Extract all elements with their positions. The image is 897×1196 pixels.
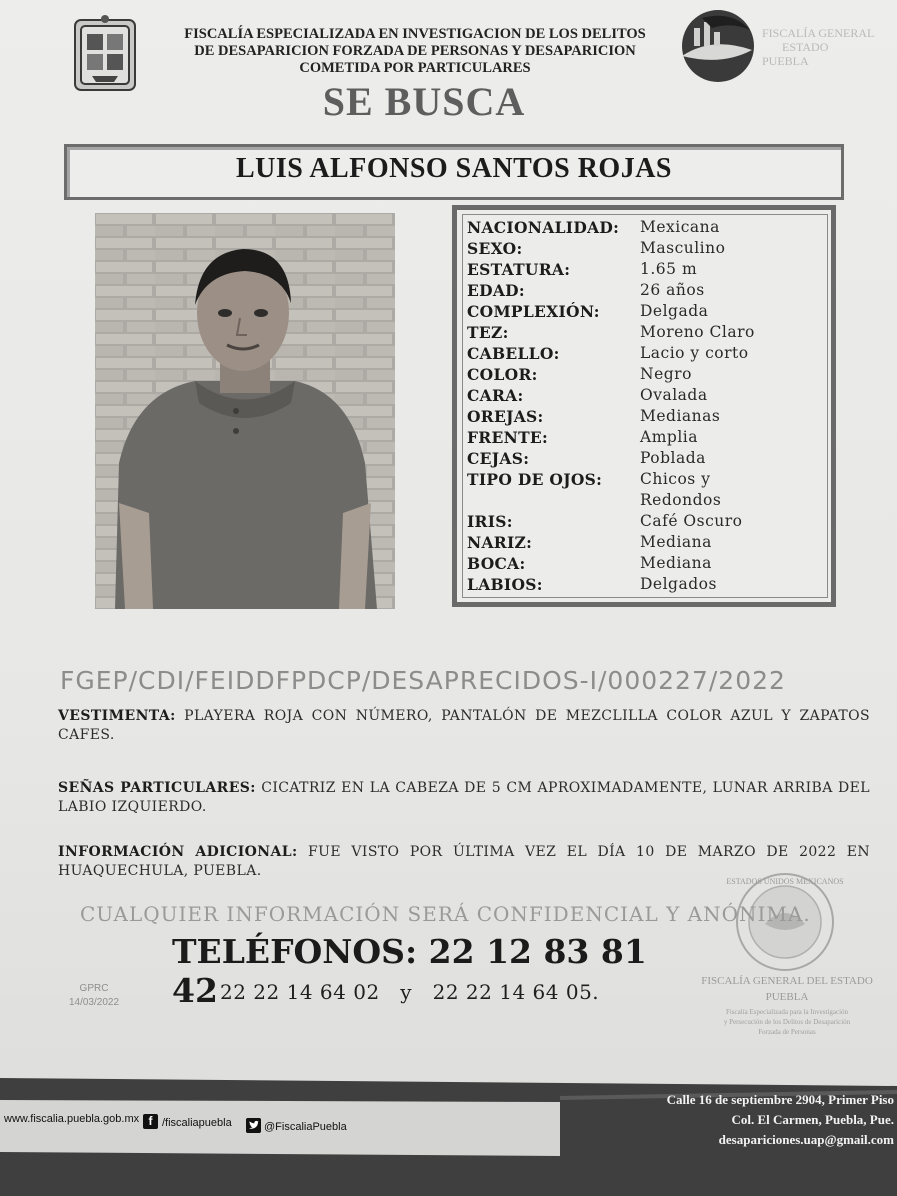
detail-value: Poblada (640, 449, 706, 467)
footer-twitter[interactable]: @FiscaliaPuebla (264, 1121, 347, 1133)
detail-estatura (467, 260, 827, 281)
logo-text-line-1: FISCALÍA GENERAL (762, 26, 875, 40)
detail-edad (467, 281, 827, 302)
confidential-notice: CUALQUIER INFORMACIÓN SERÁ CONFIDENCIAL Y ANÓNIMA. (80, 902, 811, 926)
detail-label: EDAD: (467, 281, 525, 300)
additional-info-text: FUE VISTO POR ÚLTIMA VEZ EL DÍA 10 DE MARZO DE 2022 EN HUAQUECHULA, PUEBLA. (58, 844, 871, 879)
detail-label: BOCA: (467, 554, 526, 573)
detail-value: 26 años (640, 281, 705, 299)
stamp-top-text: ESTADOS UNIDOS MEXICANOS (726, 877, 844, 886)
clothing-paragraph (58, 707, 870, 745)
detail-value: Mexicana (640, 218, 720, 236)
photo-illustration (95, 213, 395, 609)
stamp-line-3: Fiscalía Especializada para la Investigación (725, 1008, 849, 1016)
detail-cejas (467, 449, 827, 470)
case-number: FGEP/CDI/FEIDDFPDCP/DESAPRECIDOS-I/000227/2022 (60, 666, 786, 695)
detail-label: TIPO DE OJOS: (467, 470, 603, 489)
detail-label: COMPLEXIÓN: (467, 302, 600, 321)
stamp-line-5: Forzada de Personas (758, 1028, 816, 1036)
detail-label: NACIONALIDAD: (467, 218, 620, 237)
detail-value: Chicos y (640, 470, 711, 488)
marks-paragraph (58, 779, 870, 817)
detail-iris (467, 512, 827, 533)
person-photo (95, 213, 395, 609)
detail-value: Delgados (640, 575, 717, 593)
detail-value: Moreno Claro (640, 323, 755, 341)
additional-info-label: INFORMACIÓN ADICIONAL: (58, 844, 298, 860)
detail-value: Negro (640, 365, 692, 383)
issuer-code-text: GPRC (79, 983, 109, 994)
facebook-icon[interactable]: f (143, 1114, 158, 1129)
detail-value: Medianas (640, 407, 721, 425)
fiscalia-logo-text (762, 26, 897, 68)
detail-label: IRIS: (467, 512, 513, 531)
detail-label: CEJAS: (467, 449, 530, 468)
marks-text: CICATRIZ EN LA CABEZA DE 5 CM APROXIMADAMENTE, LUNAR ARRIBA DEL LABIO IZQUIERDO. (58, 780, 870, 815)
footer-website[interactable]: www.fiscalia.puebla.gob.mx (4, 1113, 140, 1125)
clothing-text: PLAYERA ROJA CON NÚMERO, PANTALÓN DE MEZCLILLA COLOR AZUL Y ZAPATOS CAFES. (58, 708, 870, 743)
stamp-line-1: FISCALÍA GENERAL DEL ESTADO (701, 975, 873, 987)
detail-value: Amplia (640, 428, 698, 446)
issuer-date: 14/03/2022 (68, 997, 120, 1008)
official-stamp-icon (695, 862, 885, 1062)
footer-facebook[interactable]: /fiscaliapuebla (162, 1117, 232, 1129)
marks-label: SEÑAS PARTICULARES: (58, 780, 256, 796)
twitter-icon[interactable] (246, 1118, 261, 1133)
person-name: LUIS ALFONSO SANTOS ROJAS (236, 153, 672, 184)
detail-nariz (467, 533, 827, 554)
detail-value-continued: Redondos (640, 491, 722, 509)
detail-label: OREJAS: (467, 407, 544, 426)
detail-frente (467, 428, 827, 449)
detail-color (467, 365, 827, 386)
clothing-label: VESTIMENTA: (58, 708, 176, 724)
detail-value: Ovalada (640, 386, 708, 404)
detail-value: Mediana (640, 554, 712, 572)
detail-label: TEZ: (467, 323, 509, 342)
org-title-line-2: DE DESAPARICION FORZADA DE PERSONAS Y DESAPARICION (194, 43, 636, 59)
detail-value: Mediana (640, 533, 712, 551)
issuer-code (54, 982, 134, 1010)
stamp-line-4: y Persecución de los Delitos de Desaparición (723, 1018, 851, 1026)
address-email[interactable]: desapariciones.uap@gmail.com (718, 1132, 894, 1147)
detail-boca (467, 554, 827, 575)
detail-orejas (467, 407, 827, 428)
detail-label: SEXO: (467, 239, 523, 258)
detail-label: ESTATURA: (467, 260, 571, 279)
detail-cara (467, 386, 827, 407)
detail-value: Delgada (640, 302, 709, 320)
logo-text-line-2: ESTADO (782, 40, 829, 54)
footer-address (600, 1090, 894, 1150)
org-title-line-1: FISCALÍA ESPECIALIZADA EN INVESTIGACION DE LOS DELITOS (184, 26, 646, 42)
detail-label: COLOR: (467, 365, 538, 384)
detail-label: CABELLO: (467, 344, 560, 363)
phones-main: TELÉFONOS: 22 12 83 81 42 (172, 932, 647, 1010)
phones-secondary: 22 22 14 64 02 y 22 22 14 64 05. (220, 980, 600, 1004)
stamp-line-2: PUEBLA (765, 991, 809, 1003)
detail-nacionalidad (467, 218, 827, 239)
org-title-line-3: COMETIDA POR PARTICULARES (299, 60, 531, 76)
address-line-2: Col. El Carmen, Puebla, Pue. (731, 1112, 894, 1127)
headline: SE BUSCA (322, 79, 526, 124)
detail-sexo (467, 239, 827, 260)
detail-label: FRENTE: (467, 428, 549, 447)
detail-value: Café Oscuro (640, 512, 743, 530)
address-line-1: Calle 16 de septiembre 2904, Primer Piso (666, 1092, 894, 1107)
detail-complexion (467, 302, 827, 323)
detail-label: NARIZ: (467, 533, 533, 552)
detail-label: LABIOS: (467, 575, 543, 594)
detail-label: CARA: (467, 386, 524, 405)
detail-tez (467, 323, 827, 344)
organization-title (160, 26, 670, 77)
detail-value: Lacio y corto (640, 344, 749, 362)
detail-tipo-de-ojos (467, 470, 827, 512)
detail-cabello (467, 344, 827, 365)
detail-labios (467, 575, 827, 596)
logo-text-line-3: PUEBLA (762, 54, 809, 68)
detail-value: 1.65 m (640, 260, 698, 278)
detail-value: Masculino (640, 239, 726, 257)
